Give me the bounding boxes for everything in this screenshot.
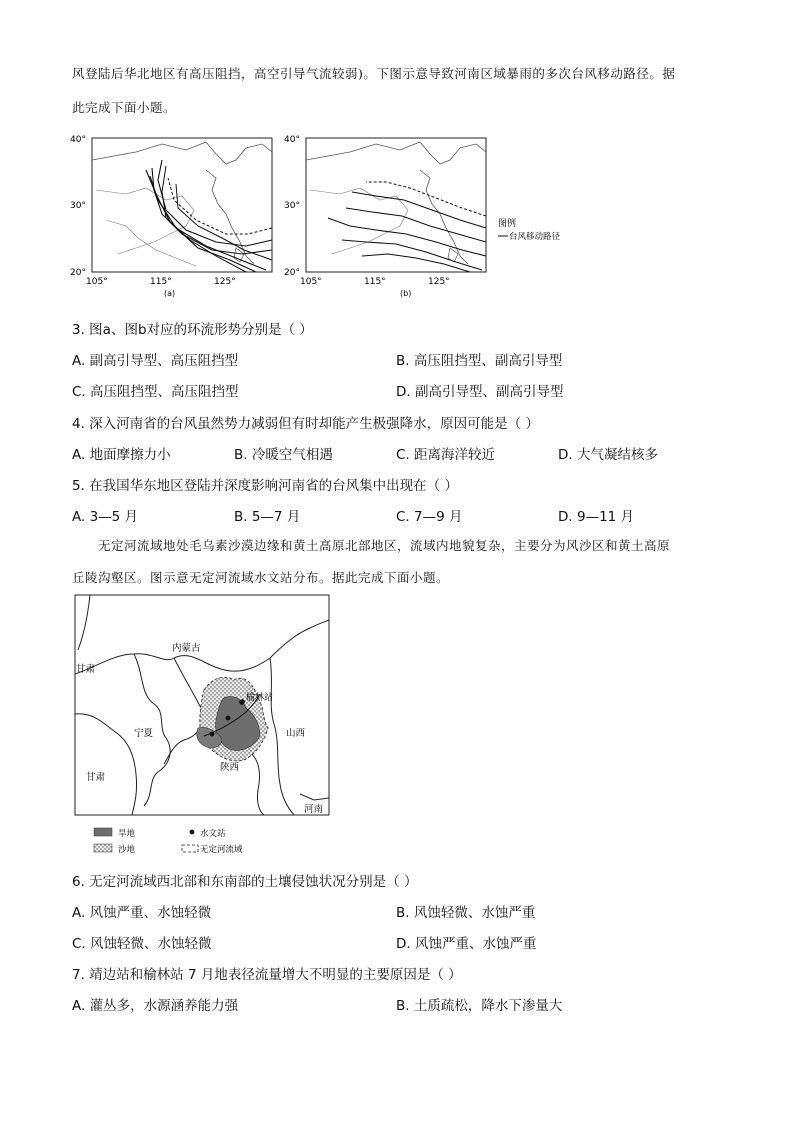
map-b-border-north <box>306 142 486 164</box>
q5-option-c[interactable]: C. 7—9 月 <box>396 509 463 525</box>
intro-paragraph-2 <box>72 532 732 592</box>
label-yulin-station: 榆林站 <box>246 693 274 703</box>
q3-option-c[interactable]: C. 高压阻挡型、高压阻挡型 <box>72 384 239 400</box>
map-a-caption: (a) <box>164 289 176 298</box>
border-gansu-south <box>75 714 137 815</box>
q6-option-d[interactable]: D. 风蚀严重、水蚀严重 <box>396 936 537 952</box>
basin-map-figure <box>74 594 334 858</box>
label-neimenggu: 内蒙古 <box>172 643 201 654</box>
map-a-province-lines <box>96 188 194 254</box>
map-a-lon-105: 105° <box>86 277 108 287</box>
map-a-lon-115: 115° <box>150 277 172 287</box>
question-6: 6. 无定河流域西北部和东南部的土壤侵蚀状况分别是（ ） <box>72 874 418 890</box>
map-b-lat-40: 40° <box>284 135 300 145</box>
q4-option-a[interactable]: A. 地面摩擦力小 <box>72 447 171 463</box>
map-b-lon-115: 115° <box>364 277 386 287</box>
q3-option-a[interactable]: A. 副高引导型、高压阻挡型 <box>72 353 239 369</box>
q3-option-b[interactable]: B. 高压阻挡型、副高引导型 <box>396 353 563 369</box>
yulin-station-dot <box>239 699 245 705</box>
intro-paragraph-1 <box>72 60 732 122</box>
q4-option-d[interactable]: D. 大气凝结核多 <box>558 447 658 463</box>
q4-option-b[interactable]: B. 冷暖空气相遇 <box>234 447 333 463</box>
legend-dryland-label: 旱地 <box>118 829 136 839</box>
map-a-lat-30: 30° <box>70 201 86 211</box>
legend-station-label: 水文站 <box>200 829 226 839</box>
station-dot-3 <box>210 732 215 737</box>
map-a-lat-40: 40° <box>70 135 86 145</box>
question-4: 4. 深入河南省的台风虽然势力减弱但有时却能产生极强降水，原因可能是（ ） <box>72 416 539 432</box>
q5-option-a[interactable]: A. 3—5 月 <box>72 509 139 525</box>
border-henan <box>300 794 329 800</box>
q3-option-d[interactable]: D. 副高引导型、副高引导型 <box>396 384 564 400</box>
map-b-lat-30: 30° <box>284 201 300 211</box>
label-ningxia: 宁夏 <box>134 728 154 739</box>
q6-option-c[interactable]: C. 风蚀轻微、水蚀轻微 <box>72 936 212 952</box>
label-gansu-bottom: 甘肃 <box>86 772 106 783</box>
intro-1-line-2: 此完成下面小题。 <box>72 100 177 115</box>
legend-track-label: 台风移动路径 <box>509 232 561 242</box>
map-a-frame <box>92 138 272 272</box>
legend-title: 图例 <box>498 219 517 229</box>
track-a-3 <box>150 176 266 270</box>
q6-option-b[interactable]: B. 风蚀轻微、水蚀严重 <box>396 905 536 921</box>
map-b-frame <box>306 138 486 272</box>
typhoon-track-figure <box>66 130 606 302</box>
legend-sand-label: 沙地 <box>118 845 136 855</box>
question-5: 5. 在我国华东地区登陆并深度影响河南省的台风集中出现在（ ） <box>72 478 458 494</box>
q7-option-b[interactable]: B. 土质疏松，降水下渗量大 <box>396 998 563 1014</box>
q5-option-d[interactable]: D. 9—11 月 <box>558 509 635 525</box>
track-a-1 <box>158 160 272 246</box>
map-b-caption: (b) <box>400 289 412 298</box>
map-a-lon-125: 125° <box>214 277 236 287</box>
legend-station-dot <box>190 830 195 835</box>
basin-map-svg <box>74 594 334 858</box>
typhoon-track-svg <box>66 130 606 302</box>
track-b-6 <box>362 254 470 272</box>
track-a-4 <box>146 170 256 272</box>
station-dot-2 <box>226 716 231 721</box>
q4-option-c[interactable]: C. 距离海洋较近 <box>396 447 496 463</box>
label-shanxi: 山西 <box>286 728 306 739</box>
border-neimenggu <box>75 620 329 674</box>
question-3: 3. 图a、图b对应的环流形势分别是（ ） <box>72 322 313 338</box>
q7-option-a[interactable]: A. 灌丛多，水源涵养能力强 <box>72 998 239 1014</box>
intro-2-line-2: 丘陵沟壑区。图示意无定河流域水文站分布。据此完成下面小题。 <box>72 570 450 585</box>
map-b-lon-125: 125° <box>428 277 450 287</box>
intro-1-line-1: 风登陆后华北地区有高压阻挡，高空引导气流较弱)。下图示意导致河南区域暴雨的多次台风移动路径。据 <box>72 66 676 81</box>
label-gansu-top: 甘肃 <box>76 664 96 675</box>
q5-option-b[interactable]: B. 5—7 月 <box>234 509 301 525</box>
question-7: 7. 靖边站和榆林站 7 月地表径流量增大不明显的主要原因是（ ） <box>72 967 462 983</box>
label-henan: 河南 <box>304 804 324 815</box>
map-a-lat-20: 20° <box>70 268 86 278</box>
track-b-1 <box>328 218 486 256</box>
border-gansu-north <box>78 595 90 650</box>
track-a-7 <box>176 184 272 260</box>
intro-2-line-1: 无定河流域地处毛乌素沙漠边缘和黄土高原北部地区，流域内地貌复杂，主要分为风沙区和黄土高原 <box>98 538 671 553</box>
map-b-lon-105: 105° <box>300 277 322 287</box>
legend-basin-label: 无定河流域 <box>200 845 243 855</box>
map-a-island <box>234 248 244 262</box>
label-shaanxi: 陕西 <box>220 762 240 773</box>
map-b-lat-20: 20° <box>284 268 300 278</box>
legend-sand-swatch <box>94 844 112 852</box>
map-a-border-north <box>92 142 272 164</box>
track-b-4 <box>342 240 482 270</box>
track-a-2 <box>152 168 272 254</box>
q6-option-a[interactable]: A. 风蚀严重、水蚀轻微 <box>72 905 212 921</box>
legend-basin-swatch <box>182 845 198 852</box>
legend-dryland-swatch <box>94 828 112 836</box>
